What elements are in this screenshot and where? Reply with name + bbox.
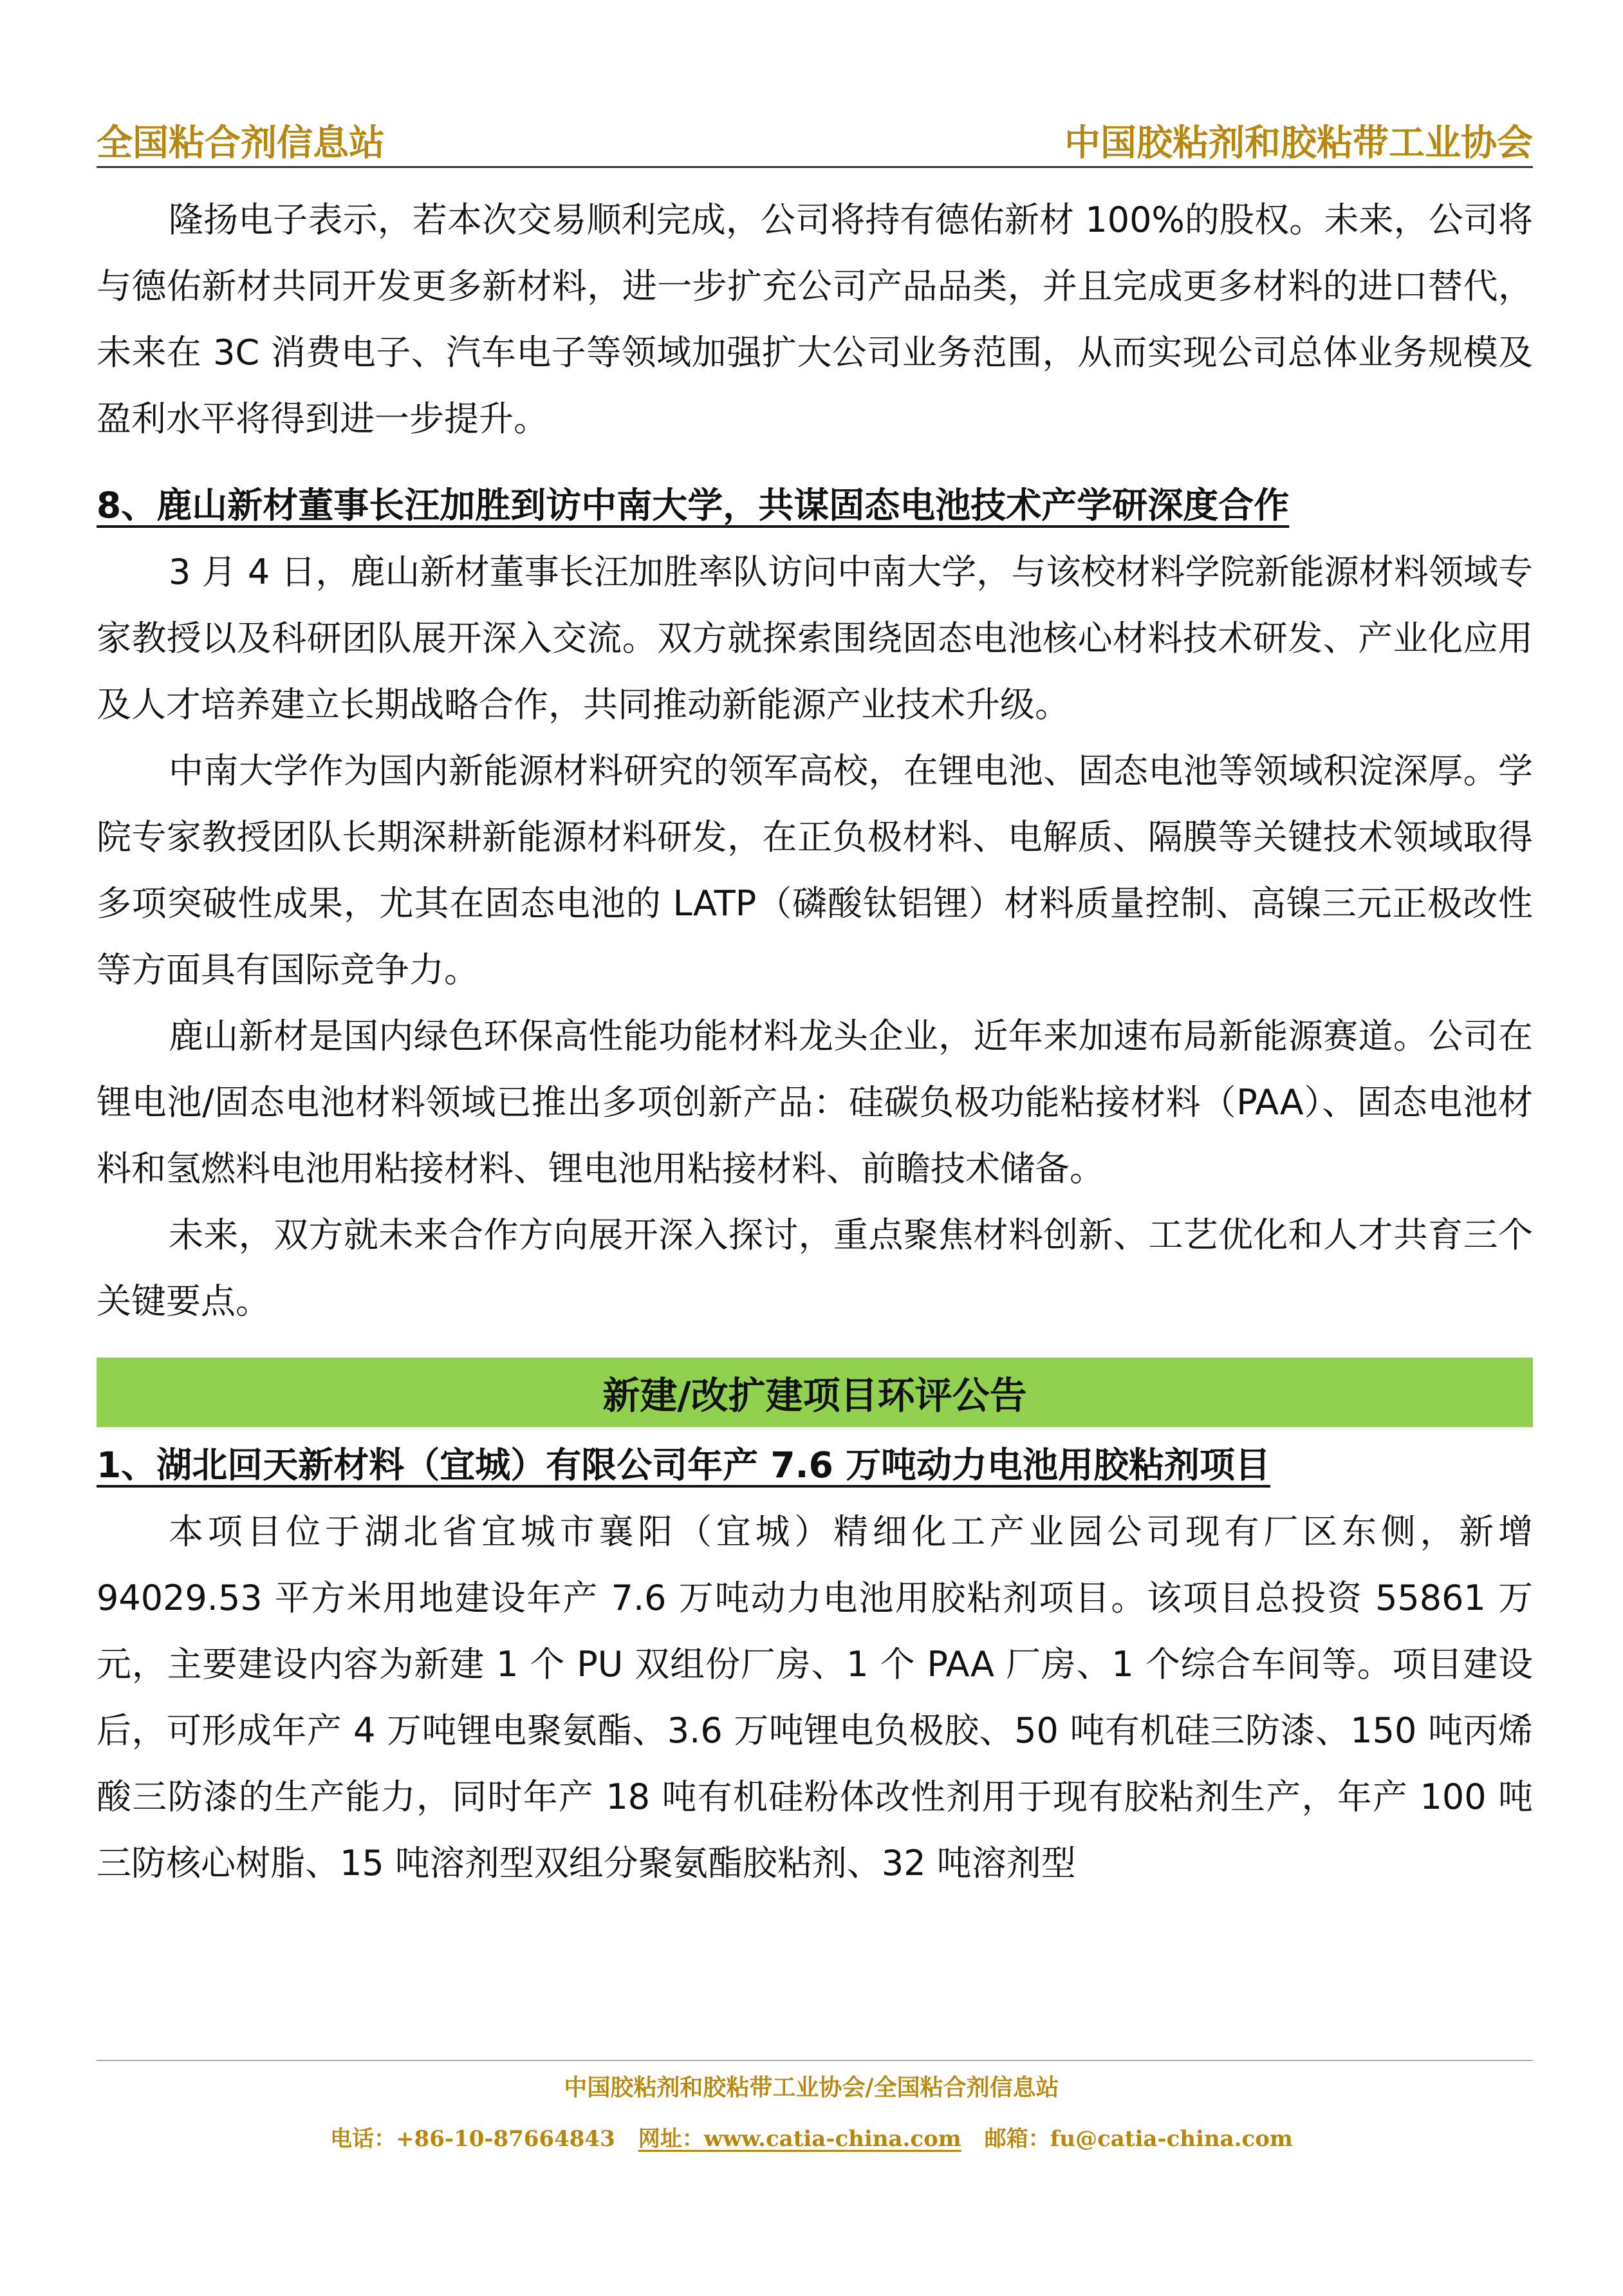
article-paragraph: 未来，双方就未来合作方向展开深入探讨，重点聚焦材料创新、工艺优化和人才共育三个关键要点。 xyxy=(97,1215,1533,1321)
project-paragraph: 本项目位于湖北省宜城市襄阳（宜城）精细化工产业园公司现有厂区东侧，新增 94029.53 平方米用地建设年产 7.6 万吨动力电池用胶粘剂项目。该项目总投资 55861 万元，主要建设内容为新建 1 个 PU 双组份厂房、1 个 PAA 厂房、1 个综合车间等。项目建设后，可形成年产 4 万吨锂电聚氨酯、3.6 万吨锂电负极胶、50 吨有机硅三防漆、150 吨丙烯酸三防漆的生产能力，同时年产 18 吨有机硅粉体改性剂用于现有胶粘剂生产，年产 100 吨三防核心树脂、15 吨溶剂型双组分聚氨酯胶粘剂、32 吨溶剂型 xyxy=(97,1511,1533,1883)
footer-website-link[interactable]: 网址：www.catia-china.com xyxy=(638,2126,961,2152)
footer-divider xyxy=(97,2060,1533,2061)
footer-contact xyxy=(0,2121,1623,2152)
project-heading: 1、湖北回天新材料（宜城）有限公司年产 7.6 万吨动力电池用胶粘剂项目 xyxy=(97,1444,1270,1486)
article-paragraph: 3 月 4 日，鹿山新材董事长汪加胜率队访问中南大学，与该校材料学院新能源材料领域专家教授以及科研团队展开深入交流。双方就探索围绕固态电池核心材料技术研发、产业化应用及人才培养建立长期战略合作，共同推动新能源产业技术升级。 xyxy=(97,552,1533,725)
continuation-paragraph: 隆扬电子表示，若本次交易顺利完成，公司将持有德佑新材 100%的股权。未来，公司将与德佑新材共同开发更多新材料，进一步扩充公司产品品类，并且完成更多材料的进口替代，未来在 3C 消费电子、汽车电子等领域加强扩大公司业务范围，从而实现公司总体业务规模及盈利水平将得到进一步提升。 xyxy=(97,200,1533,439)
page-header xyxy=(97,115,1533,166)
article-paragraph: 中南大学作为国内新能源材料研究的领军高校，在锂电池、固态电池等领域积淀深厚。学院专家教授团队长期深耕新能源材料研发，在正负极材料、电解质、隔膜等关键技术领域取得多项突破性成果，尤其在固态电池的 LATP（磷酸钛铝锂）材料质量控制、高镍三元正极改性等方面具有国际竞争力。 xyxy=(97,751,1533,990)
footer-phone: 电话：+86-10-87664843 xyxy=(330,2126,615,2152)
header-site-name: 全国粘合剂信息站 xyxy=(97,122,385,164)
section-banner: 新建/改扩建项目环评公告 xyxy=(97,1358,1533,1427)
article-heading: 8、鹿山新材董事长汪加胜到访中南大学，共谋固态电池技术产学研深度合作 xyxy=(97,485,1290,526)
header-divider xyxy=(97,166,1533,168)
article-paragraph: 鹿山新材是国内绿色环保高性能功能材料龙头企业，近年来加速布局新能源赛道。公司在锂电池/固态电池材料领域已推出多项创新产品：硅碳负极功能粘接材料（PAA）、固态电池材料和氢燃料电池用粘接材料、锂电池用粘接材料、前瞻技术储备。 xyxy=(97,1016,1533,1189)
footer-organization: 中国胶粘剂和胶粘带工业协会/全国粘合剂信息站 xyxy=(564,2074,1059,2101)
header-association-name: 中国胶粘剂和胶粘带工业协会 xyxy=(1064,122,1533,164)
footer-email[interactable]: 邮箱：fu@catia-china.com xyxy=(984,2126,1293,2152)
document-body xyxy=(97,187,1533,1896)
